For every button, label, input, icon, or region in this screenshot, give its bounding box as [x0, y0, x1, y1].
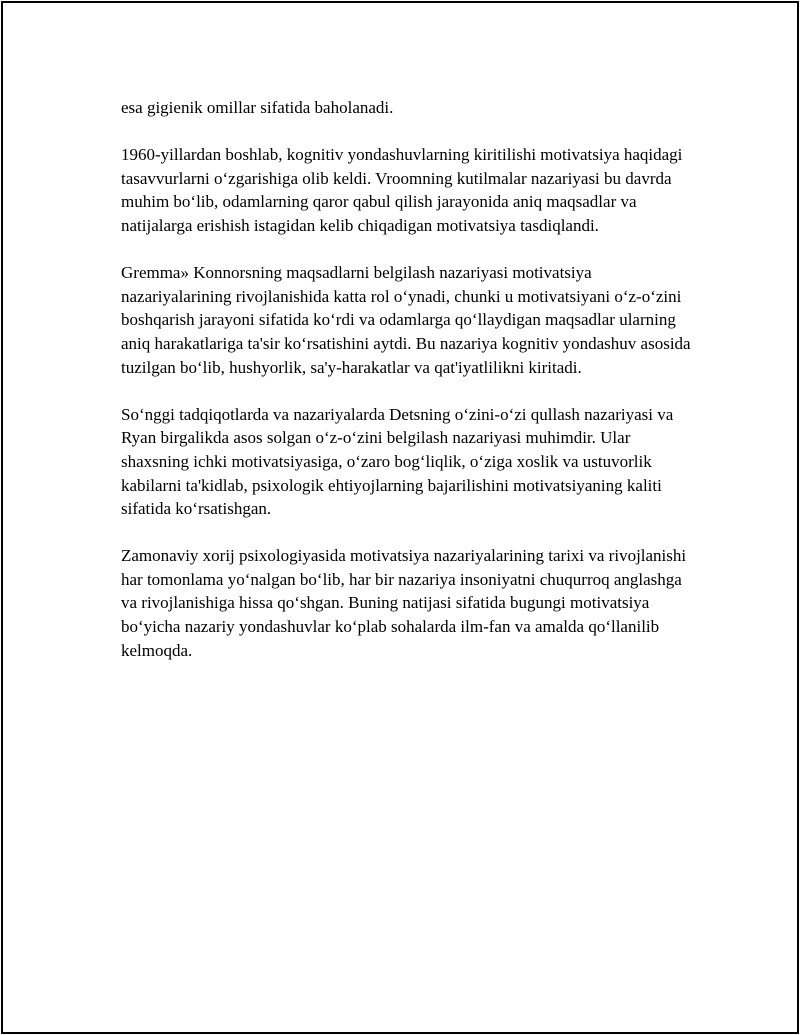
paragraph-1: esa gigienik omillar sifatida baholanadi.: [121, 98, 394, 117]
paragraph-2: 1960-yillardan boshlab, kognitiv yondashuvlarning kiritilishi motivatsiya haqidagi tasavvurlarni o‘zgarishiga olib keldi. Vroomning kutilmalar nazariyasi bu davrda muhim bo‘lib, odamlarning qaror qabul qilish jarayonida aniq maqsadlar va natijalarga erishish istagidan kelib chiqadigan motivatsiya tasdiqlandi.: [121, 145, 683, 235]
paragraph-3: Gremma» Konnorsning maqsadlarni belgilash nazariyasi motivatsiya nazariyalarining rivojlanishida katta rol o‘ynadi, chunki u motivatsiyani o‘z-o‘zini boshqarish jarayoni sifatida ko‘rdi va odamlarga qo‘llaydigan maqsadlar ularning aniq harakatlariga ta'sir ko‘rsatishini aytdi. Bu nazariya kognitiv yondashuv asosida tuzilgan bo‘lib, hushyorlik, sa'y-harakatlar va qat'iyatlilikni kiritadi.: [121, 263, 691, 377]
document-body: [121, 96, 691, 686]
paragraph-4: So‘nggi tadqiqotlarda va nazariyalarda Detsning o‘zini-o‘zi qullash nazariyasi va Ryan birgalikda asos solgan o‘z-o‘zini belgilash nazariyasi muhimdir. Ular shaxsning ichki motivatsiyasiga, o‘zaro bog‘liqlik, o‘ziga xoslik va ustuvorlik kabilarni ta'kidlab, psixologik ehtiyojlarning bajarilishini motivatsiyaning kaliti sifatida ko‘rsatishgan.: [121, 404, 674, 519]
page-frame: [1, 1, 799, 1034]
paragraph-5: Zamonaviy xorij psixologiyasida motivatsiya nazariyalarining tarixi va rivojlanishi har tomonlama yo‘nalgan bo‘lib, har bir nazariya insoniyatni chuqurroq anglashga va rivojlanishiga hissa qo‘shgan. Buning natijasi sifatida bugungi motivatsiya bo‘yicha nazariy yondashuvlar ko‘plab sohalarda ilm-fan va amalda qo‘llanilib kelmoqda.: [121, 546, 687, 660]
